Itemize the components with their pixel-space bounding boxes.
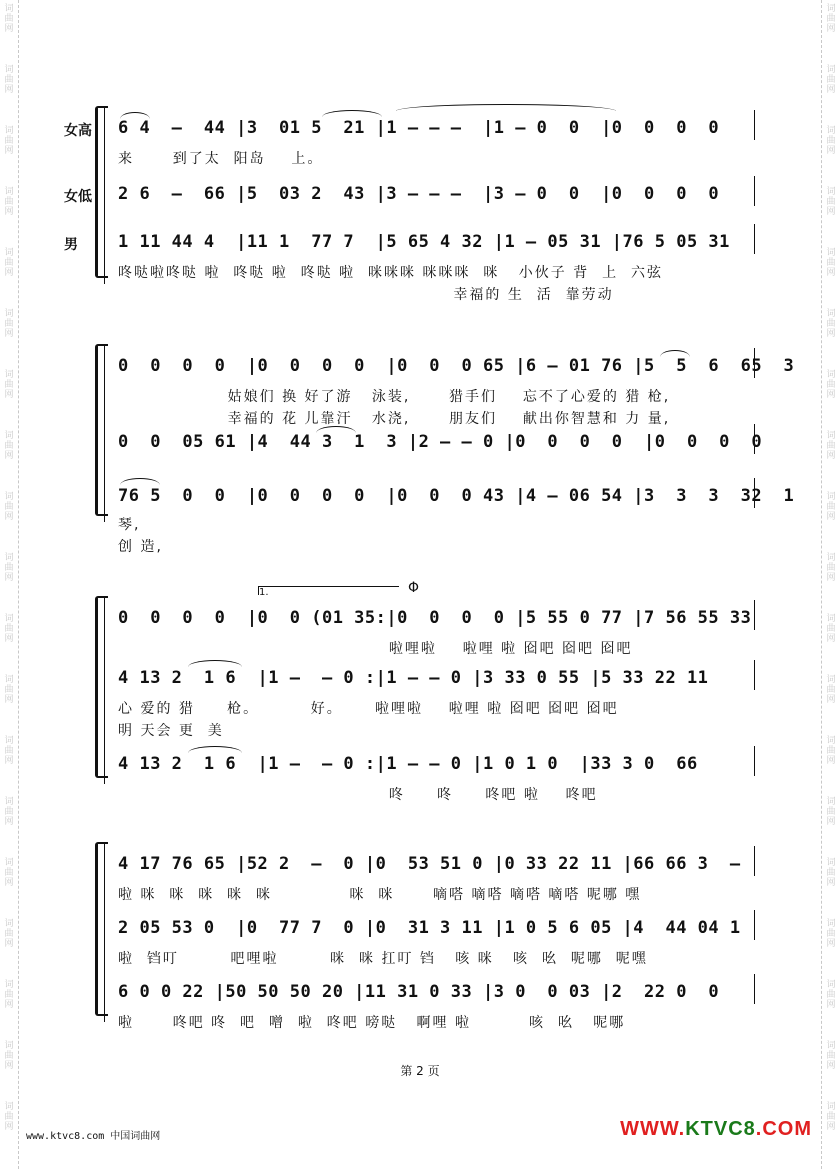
- logo-suffix: .COM: [755, 1118, 812, 1140]
- notation-line: 0 0 05 61 |4 44 3 1 3 |2 – – 0 |0 0 0 0 |0 0 0 0: [118, 432, 763, 452]
- logo-main: KTVC8: [685, 1118, 756, 1140]
- bar-line: [754, 846, 755, 876]
- lyric-line: 咚哒啦咚哒 啦 咚哒 啦 咚哒 啦 咪咪咪 咪咪咪 咪 小伙子 背 上 六弦: [118, 265, 664, 281]
- watermark-text: 词 曲 网: [826, 980, 836, 1010]
- alto-row: [100, 668, 755, 739]
- right-watermark-strip: [821, 0, 840, 1169]
- notation-line: 4 17 76 65 |52 2 – 0 |0 53 51 0 |0 33 22 11 |66 66 3 –: [118, 854, 741, 874]
- watermark-text: 词 曲 网: [4, 248, 14, 278]
- logo-prefix: WWW.: [620, 1118, 686, 1140]
- watermark-text: 词 曲 网: [826, 736, 836, 766]
- watermark-text: 词 曲 网: [826, 65, 836, 95]
- bar-line: [754, 224, 755, 254]
- watermark-text: 词 曲 网: [4, 309, 14, 339]
- coda-sign: Φ: [408, 580, 420, 596]
- watermark-text: 词 曲 网: [4, 858, 14, 888]
- lyric-line: 创 造,: [118, 539, 163, 555]
- notation-line: 4 13 2 1 6 |1 – – 0 :|1 – – 0 |3 33 0 55 |5 33 22 11: [118, 668, 709, 688]
- watermark-text: 词 曲 网: [826, 309, 836, 339]
- watermark-text: 词 曲 网: [4, 980, 14, 1010]
- watermark-text: 词 曲 网: [4, 431, 14, 461]
- bar-line: [754, 600, 755, 630]
- bar-line: [754, 660, 755, 690]
- lyric-line: 幸福的 花 儿靠汗 水浇, 朋友们 献出你智慧和 力 量,: [118, 411, 671, 427]
- watermark-text: 词 曲 网: [4, 4, 14, 34]
- watermark-text: 词 曲 网: [826, 248, 836, 278]
- notation-line: 0 0 0 0 |0 0 (01 35:|0 0 0 0 |5 55 0 77 |7 56 55 33: [118, 608, 752, 628]
- bar-line: [754, 746, 755, 776]
- lyric-line: 琴,: [118, 517, 141, 533]
- watermark-text: 词 曲 网: [4, 492, 14, 522]
- male-row: [100, 982, 755, 1031]
- lyric-line: 啦 咪 咪 咪 咪 咪 咪 咪 嘀嗒 嘀嗒 嘀嗒 嘀嗒 呢哪 嘿: [118, 887, 642, 903]
- footer-site-text: www.ktvc8.com 中国词曲网: [26, 1131, 161, 1142]
- watermark-text: 词 曲 网: [826, 675, 836, 705]
- notation-line: 6 0 0 22 |50 50 50 20 |11 31 0 33 |3 0 0 03 |2 22 0 0: [118, 982, 720, 1002]
- notation-line: 0 0 0 0 |0 0 0 0 |0 0 0 65 |6 – 01 76 |5 5 6 65 3: [118, 356, 795, 376]
- volta-bracket: [258, 586, 399, 598]
- watermark-text: 词 曲 网: [4, 553, 14, 583]
- bar-line: [754, 478, 755, 508]
- soprano-row: [64, 118, 755, 167]
- watermark-text: 词 曲 网: [826, 614, 836, 644]
- watermark-text: 词 曲 网: [826, 126, 836, 156]
- bar-line: [754, 110, 755, 140]
- watermark-text: 词 曲 网: [4, 614, 14, 644]
- watermark-text: 词 曲 网: [826, 1102, 836, 1132]
- soprano-row: [100, 854, 755, 903]
- watermark-text: 词 曲 网: [4, 919, 14, 949]
- voice-label-alto: 女低: [64, 189, 92, 205]
- watermark-text: 词 曲 网: [826, 1041, 836, 1071]
- alto-row: [100, 918, 755, 967]
- slur: [188, 746, 242, 753]
- watermark-text: 词 曲 网: [826, 919, 836, 949]
- voice-label-male: 男: [64, 237, 78, 253]
- watermark-text: 词 曲 网: [826, 858, 836, 888]
- watermark-text: 词 曲 网: [4, 65, 14, 95]
- page-number: 第 2 页: [400, 1064, 440, 1078]
- watermark-text: 词 曲 网: [4, 675, 14, 705]
- watermark-text: 词 曲 网: [826, 797, 836, 827]
- slur: [316, 426, 356, 433]
- lyric-line: 心 爱的 猎 枪。 好。 啦哩啦 啦哩 啦 囵吧 囵吧 囵吧: [118, 701, 619, 717]
- notation-line: 6 4 – 44 |3 01 5 21 |1 – – – |1 – 0 0 |0 0 0 0: [118, 118, 720, 138]
- slur: [120, 112, 150, 119]
- lyric-line: 啦 咚吧 咚 吧 噌 啦 咚吧 嗙哒 啊哩 啦 咳 吆 呢哪: [118, 1015, 626, 1031]
- bar-line: [754, 910, 755, 940]
- watermark-text: 词 曲 网: [826, 187, 836, 217]
- site-logo[interactable]: [620, 1118, 812, 1141]
- lyric-line: 啦哩啦 啦哩 啦 囵吧 囵吧 囵吧: [118, 641, 633, 657]
- score-system-1: [64, 118, 755, 303]
- bar-line: [754, 424, 755, 454]
- slur: [396, 104, 616, 111]
- lyric-line: 咚 咚 咚吧 啦 咚吧: [118, 787, 598, 803]
- watermark-text: 词 曲 网: [826, 431, 836, 461]
- watermark-text: 词 曲 网: [4, 126, 14, 156]
- notation-line: 1 11 44 4 |11 1 77 7 |5 65 4 32 |1 – 05 31 |76 5 05 31: [118, 232, 730, 252]
- watermark-text: 词 曲 网: [826, 4, 836, 34]
- slur: [322, 110, 382, 117]
- alto-row: [100, 432, 763, 454]
- male-row: [100, 486, 795, 555]
- lyric-line: 幸福的 生 活 靠劳动: [118, 287, 614, 303]
- notation-line: 4 13 2 1 6 |1 – – 0 :|1 – – 0 |1 0 1 0 |33 3 0 66: [118, 754, 698, 774]
- watermark-text: 词 曲 网: [826, 492, 836, 522]
- watermark-text: 词 曲 网: [4, 187, 14, 217]
- notation-line: 2 05 53 0 |0 77 7 0 |0 31 3 11 |1 0 5 6 05 |4 44 04 1: [118, 918, 741, 938]
- slur: [120, 478, 160, 485]
- watermark-text: 词 曲 网: [4, 1102, 14, 1132]
- watermark-text: 词 曲 网: [826, 553, 836, 583]
- score-system-2: [100, 356, 795, 555]
- lyric-line: 姑娘们 换 好了游 泳装, 猎手们 忘不了心爱的 猎 枪,: [118, 389, 671, 405]
- male-row: [100, 754, 755, 803]
- lyric-line: 啦 铛叮 吧哩啦 咪 咪 扛叮 铛 咳 咪 咳 吆 呢哪 呢嘿: [118, 951, 648, 967]
- notation-line: 76 5 0 0 |0 0 0 0 |0 0 0 43 |4 – 06 54 |3 3 3 32 1: [118, 486, 795, 506]
- voice-label-soprano: 女高: [64, 123, 92, 139]
- soprano-row: [100, 356, 795, 427]
- bar-line: [754, 176, 755, 206]
- bar-line: [754, 348, 755, 378]
- notation-line: 2 6 – 66 |5 03 2 43 |3 – – – |3 – 0 0 |0 0 0 0: [118, 184, 720, 204]
- lyric-line: 来 到了太 阳岛 上。: [118, 151, 324, 167]
- score-system-3: [100, 580, 755, 803]
- alto-row: [64, 184, 755, 206]
- soprano-row: [100, 608, 755, 657]
- slur: [188, 660, 242, 667]
- score-system-4: [100, 854, 755, 1031]
- volta-label: 1.: [259, 587, 269, 598]
- male-row: [64, 232, 755, 303]
- slur: [660, 350, 690, 357]
- bar-line: [754, 974, 755, 1004]
- watermark-text: 词 曲 网: [4, 370, 14, 400]
- watermark-text: 词 曲 网: [4, 1041, 14, 1071]
- watermark-text: 词 曲 网: [826, 370, 836, 400]
- left-watermark-strip: [0, 0, 19, 1169]
- watermark-text: 词 曲 网: [4, 736, 14, 766]
- lyric-line: 明 天会 更 美: [118, 723, 224, 739]
- watermark-text: 词 曲 网: [4, 797, 14, 827]
